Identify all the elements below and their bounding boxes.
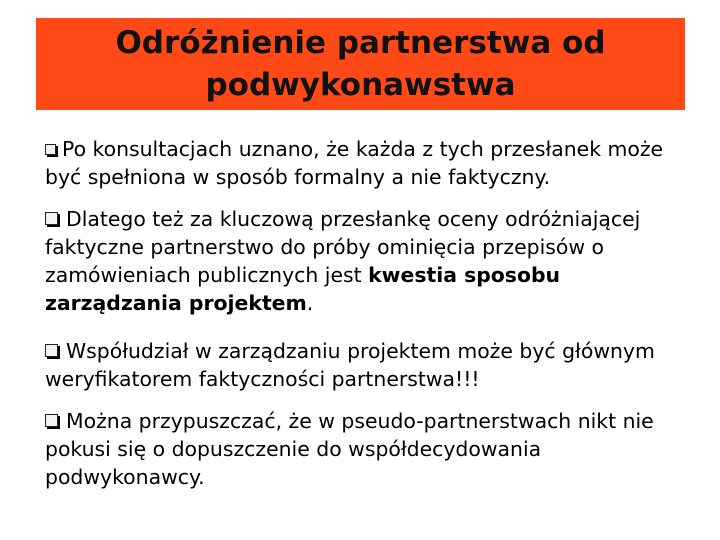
slide-title: Odróżnienie partnerstwa od podwykonawstwa bbox=[115, 25, 606, 103]
bullet-text-end: . bbox=[306, 291, 314, 315]
bullet-item bbox=[45, 135, 695, 191]
bullet-item bbox=[45, 337, 695, 393]
bullet-text: Współudział w zarządzaniu projektem może być głównym weryfikatorem faktyczności partnerstwa!!! bbox=[45, 339, 655, 391]
bullet-item bbox=[45, 205, 695, 317]
bullet-text: Po konsultacjach uznano, że każda z tych przesłanek może być spełniona w sposób formalny a nie faktyczny. bbox=[45, 137, 664, 189]
checkbox-square-icon bbox=[45, 144, 56, 155]
bullet-emphasis: kwestia sposobu zarządzania projektem bbox=[45, 263, 561, 315]
checkbox-square-icon bbox=[45, 414, 58, 427]
bullet-text: Można przypuszczać, że w pseudo-partnerstwach nikt nie pokusi się o dopuszczenie do współdecydowania podwykonawcy. bbox=[45, 409, 654, 489]
bullet-item bbox=[45, 407, 695, 491]
bullet-text: Dlatego też za kluczową przesłankę oceny odróżniającej faktyczne partnerstwo do próby ominięcia przepisów o zamówieniach publicznych jest bbox=[45, 207, 641, 287]
checkbox-square-icon bbox=[45, 344, 58, 357]
checkbox-square-icon bbox=[45, 212, 58, 225]
